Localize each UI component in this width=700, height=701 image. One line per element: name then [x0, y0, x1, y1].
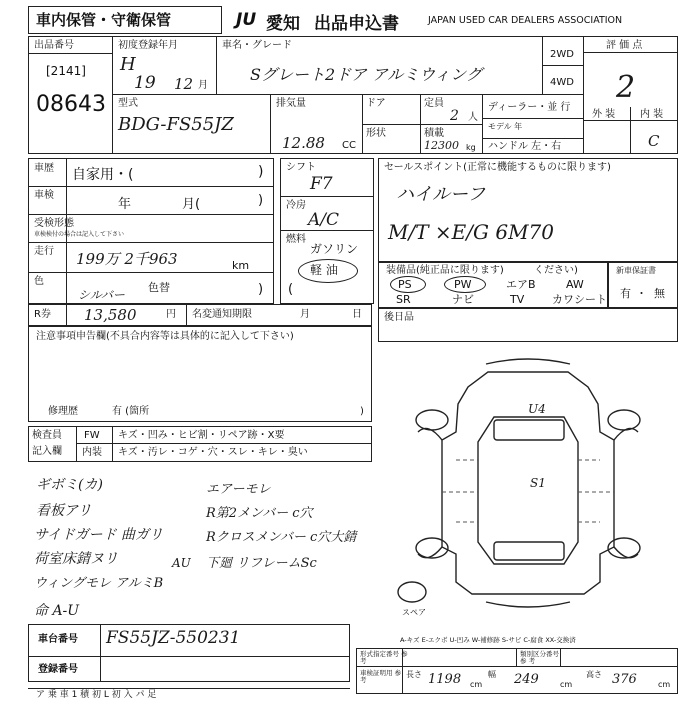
capacity-unit: 人 — [468, 112, 478, 123]
note-left-1: ギボミ(カ) — [36, 477, 103, 493]
car-name-grade: Sグレート2ドア アルミウィング — [250, 65, 482, 84]
selling-points-block — [378, 158, 678, 262]
length-label: 長さ — [406, 670, 422, 679]
car-damage-diagram — [378, 342, 678, 632]
first-reg-month-unit: 月 — [198, 80, 208, 91]
equip-power-seat: カワシート — [552, 293, 607, 306]
fuel-paren: ( — [288, 282, 294, 297]
spare-label: スペア — [402, 608, 426, 617]
listing-sub-no: [2141] — [46, 64, 86, 78]
exterior-label: 外 装 — [592, 109, 616, 120]
note-right-3: Rクロスメンバー c穴大錆 — [206, 530, 357, 545]
cc-unit: CC — [342, 140, 356, 151]
equip-airbag: エアB — [506, 278, 536, 291]
recycle-value: 13,580 — [84, 306, 137, 324]
displacement-label: 排気量 — [276, 98, 306, 109]
inspector-interior-items: キズ・汚レ・コゲ・穴・スレ・キレ・臭い — [118, 447, 308, 458]
reception-sub: 車検検付の場合は記入して下さい — [34, 231, 125, 238]
rear-window — [494, 542, 564, 560]
shaken-close: ) — [258, 193, 264, 208]
damage-legend: A-キズ E-エクボ U-凹み W-補修跡 S-サビ C-腐食 XX-交換済 — [400, 636, 576, 644]
inspector-label-2: 記入欄 — [32, 446, 62, 457]
shaken-year: 年 — [118, 197, 132, 212]
color-label: 色 — [34, 276, 44, 287]
aircon-value: A/C — [308, 210, 340, 230]
note-right-1: エアーモレ — [206, 482, 271, 497]
listing-no: 08643 — [36, 92, 106, 117]
interior-label: 内 装 — [640, 109, 664, 120]
inspector-label: 検査員 — [32, 430, 62, 441]
listing-no-label: 出品番号 — [34, 40, 74, 51]
first-reg-label: 初度登録年月 — [118, 40, 178, 51]
new-warranty-sep: ・ — [636, 287, 647, 300]
association-name: JAPAN USED CAR DEALERS ASSOCIATION — [428, 15, 623, 26]
reg-no-label: 登録番号 — [38, 664, 78, 675]
equip-navi: ナビ — [452, 293, 474, 306]
logo-prefecture: 愛知 — [266, 14, 300, 34]
shape-label: 形状 — [366, 128, 386, 139]
reception-label: 受検形態 — [34, 218, 74, 229]
storage-label: 車内保管・守衛保管 — [36, 11, 172, 29]
capacity-value: 2 — [450, 108, 459, 124]
caution-label: 注意事項申告欄(不具合内容等は具体的に記入して下さい) — [36, 331, 294, 342]
drive-2wd: 2WD — [550, 49, 574, 60]
note-left-3: サイドガード 曲ガリ — [34, 527, 164, 543]
equip-tv: TV — [510, 293, 525, 306]
selling-point-2: M/T ×E/G 6M70 — [388, 220, 554, 244]
equip-pw: PW — [454, 278, 472, 291]
aircon-label: 冷房 — [286, 200, 306, 211]
first-reg-era: H — [120, 54, 136, 75]
width-value: 249 — [514, 672, 539, 687]
capacity-label: 定員 — [424, 98, 444, 109]
note-right-4: 下廻 リフレームSc — [206, 556, 317, 571]
equip-sr: SR — [396, 293, 411, 306]
model-label: 型式 — [118, 98, 138, 109]
fuel-diesel: 軽 油 — [310, 263, 338, 277]
notice-label: 名変通知期限 — [192, 309, 252, 320]
dealer-label: ディーラー・並 行 — [488, 102, 571, 113]
width-unit: cm — [560, 680, 573, 689]
car-name-label: 車名・グレード — [222, 40, 292, 51]
load-label: 積載 — [424, 128, 444, 139]
vehicle-cert-label: 車検証明用 参 考 — [360, 669, 402, 684]
damage-mark-s1: S1 — [530, 476, 546, 490]
color-close: ) — [258, 282, 264, 297]
ju-logo: JU — [236, 10, 257, 30]
rating-value: 2 — [616, 70, 636, 105]
handle-label: ハンドル 左・右 — [488, 141, 562, 152]
load-value: 12300 — [424, 139, 459, 152]
first-reg-year: 19 — [134, 73, 156, 93]
damage-mark-u4: U4 — [528, 402, 546, 416]
shift-value: F7 — [310, 174, 333, 194]
height-value: 376 — [612, 672, 637, 687]
note-left-5: ウィングモレ アルミB — [34, 576, 164, 591]
form-title: 出品申込書 — [314, 14, 399, 34]
length-unit: cm — [470, 680, 483, 689]
spare-tire — [398, 582, 426, 602]
drive-4wd: 4WD — [550, 77, 574, 88]
class-no-label: 類別区分番号 参 考 — [520, 650, 559, 665]
recycle-label: R券 — [34, 309, 51, 320]
recycle-unit: 円 — [166, 309, 176, 320]
notice-month: 月 — [300, 309, 310, 320]
repair-value: 有 (箇所 — [112, 406, 150, 417]
note-left-2: 看板アリ — [36, 503, 92, 519]
footer-row: ア 乗 車 1 積 初 L 初 入 パ 足 — [36, 690, 157, 700]
inspector-interior: 内装 — [82, 447, 102, 458]
model-value: BDG-FS55JZ — [118, 114, 234, 135]
inspector-fw-items: キズ・凹み・ヒビ割・リペア跡・X要 — [118, 430, 285, 441]
mileage-value: 199万 2千963 — [76, 250, 178, 268]
shift-label: シフト — [286, 162, 316, 173]
shaken-label: 車検 — [34, 190, 54, 201]
note-right-2: R第2メンバー c穴 — [206, 506, 313, 521]
notice-day: 日 — [352, 309, 362, 320]
height-unit: cm — [658, 680, 671, 689]
model-year-label: モデル 年 — [488, 122, 523, 131]
door-label: ドア — [366, 98, 386, 109]
first-reg-month: 12 — [174, 75, 194, 93]
repair-close: ) — [360, 406, 364, 417]
cert-no-label: 形式指定番号 参 考 — [360, 650, 408, 665]
windshield — [494, 420, 564, 440]
width-label: 幅 — [488, 670, 496, 679]
selling-point-1: ハイルーフ — [396, 184, 486, 205]
shaken-month: 月( — [182, 197, 201, 212]
mileage-unit: km — [232, 259, 250, 272]
displacement-value: 12.88 — [282, 134, 325, 152]
load-unit: kg — [466, 143, 476, 152]
fuel-gasoline: ガソリン — [310, 242, 359, 256]
front-bumper — [486, 359, 570, 364]
length-value: 1198 — [428, 672, 462, 687]
interior-grade: C — [648, 132, 660, 150]
note-au: AU — [172, 556, 191, 570]
repair-label: 修理歴 — [48, 406, 78, 417]
history-close: ) — [258, 164, 264, 180]
history-value: 自家用・( — [72, 167, 134, 183]
rating-label: 評 価 点 — [606, 40, 643, 51]
color-change-label: 色替 — [148, 281, 170, 294]
selling-points-label: セールスポイント(正常に機能するものに限ります) — [384, 162, 611, 173]
color-value: シルバー — [78, 288, 125, 302]
inspector-fw: FW — [84, 430, 100, 441]
fuel-label: 燃料 — [286, 234, 306, 245]
new-warranty-none: 無 — [654, 287, 665, 300]
equip-ps: PS — [398, 278, 412, 291]
right-front-wheel — [608, 410, 640, 430]
chassis-number: FS55JZ-550231 — [106, 628, 241, 648]
note-left-4: 荷室床錆ヌリ — [34, 551, 118, 567]
mileage-label: 走行 — [34, 246, 54, 257]
rear-bumper — [486, 602, 570, 607]
chassis-label: 車台番号 — [38, 634, 78, 645]
left-front-wheel — [416, 410, 448, 430]
history-label: 車歴 — [34, 163, 54, 174]
equip-aw: AW — [566, 278, 584, 291]
height-label: 高さ — [586, 670, 602, 679]
new-warranty-have: 有 — [620, 287, 631, 300]
retrofit-label: 後日品 — [384, 312, 414, 323]
new-warranty-label: 新車保証書 — [616, 266, 656, 275]
equipment-label-close: ください) — [534, 265, 578, 276]
equipment-label: 装備品(純正品に限ります) — [386, 265, 504, 276]
note-left-6: 命 A-U — [34, 603, 80, 619]
retrofit-block — [378, 308, 678, 342]
